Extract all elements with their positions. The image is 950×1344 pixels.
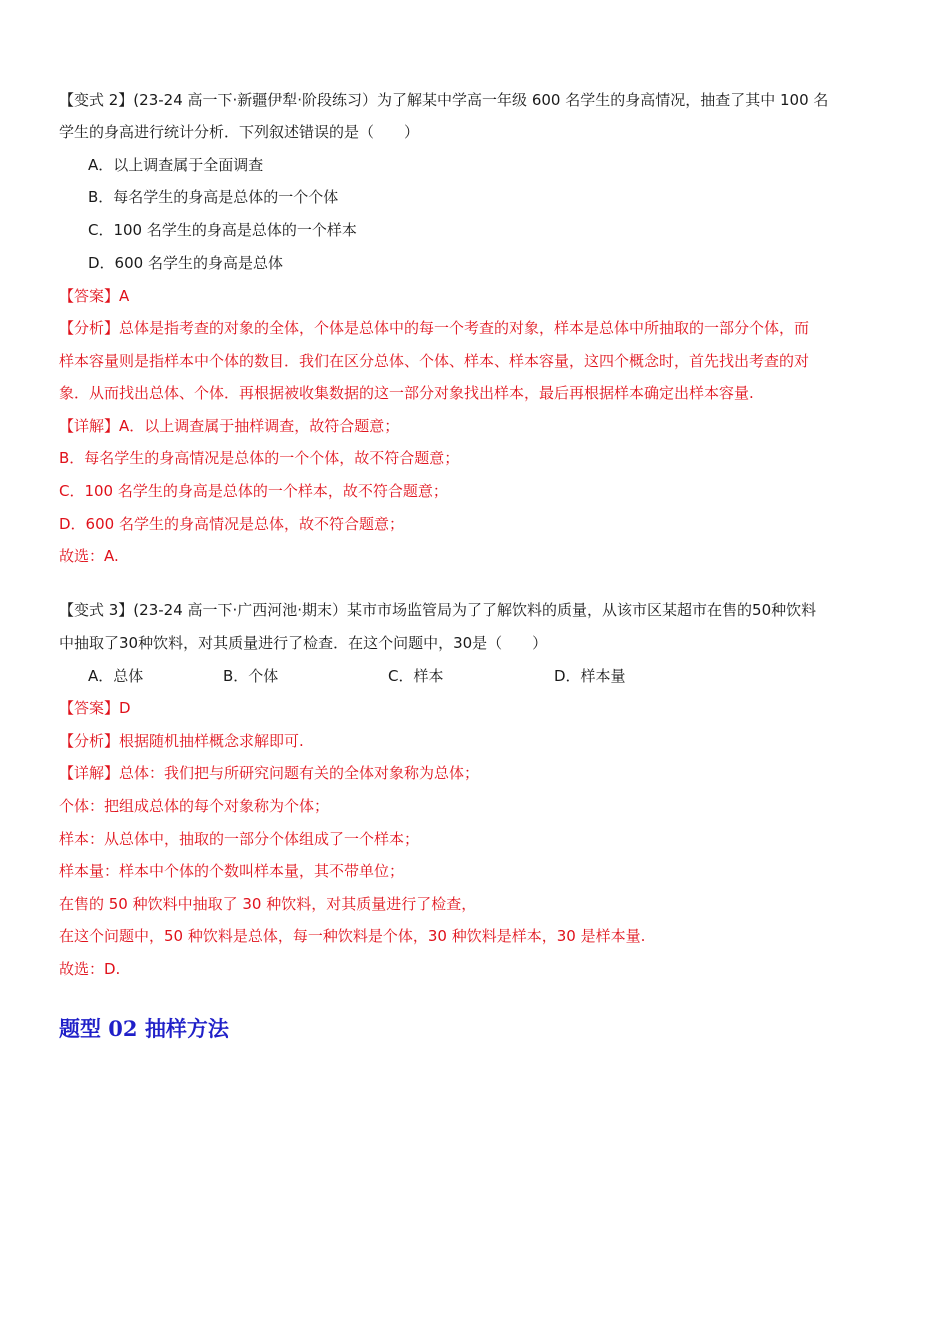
q3-detail-line-7: 故选：D. (59, 960, 121, 978)
q3-option-c: C．样本 (388, 667, 444, 685)
q2-option-a: A．以上调查属于全面调查 (88, 156, 264, 174)
q3-detail-line-6: 在这个问题中，50 种饮料是总体，每一种饮料是个体，30 种饮料是样本，30 是样本量. (59, 927, 646, 945)
q2-analysis-line-2: 样本容量则是指样本中个体的数目．我们在区分总体、个体、样本、样本容量，这四个概念时，首先找出考查的对 (59, 352, 810, 370)
q3-stem-line-1: 【变式 3】(23-24 高一下·广西河池·期末）某市市场监管局为了了解饮料的质量，从该市区某超市在售的50种饮料 (59, 601, 817, 619)
q3-option-d: D．样本量 (554, 667, 626, 685)
q2-option-c: C．100 名学生的身高是总体的一个样本 (88, 221, 357, 239)
q3-option-a: A．总体 (88, 667, 144, 685)
q2-detail-line-4: D．600 名学生的身高情况是总体，故不符合题意； (59, 515, 404, 533)
q2-analysis-line-3: 象．从而找出总体、个体．再根据被收集数据的这一部分对象找出样本，最后再根据样本确定出样本容量. (59, 384, 754, 402)
q2-option-d: D．600 名学生的身高是总体 (88, 254, 283, 272)
q3-detail-line-3: 样本：从总体中，抽取的一部分个体组成了一个样本； (59, 830, 420, 848)
q3-option-b: B．个体 (223, 667, 279, 685)
q2-stem-line-1: 【变式 2】(23-24 高一下·新疆伊犁·阶段练习）为了解某中学高一年级 600 名学生的身高情况，抽查了其中 100 名 (59, 91, 829, 109)
q2-option-b: B．每名学生的身高是总体的一个个体 (88, 188, 339, 206)
q3-answer: 【答案】D (59, 699, 131, 717)
q3-analysis: 【分析】根据随机抽样概念求解即可. (59, 732, 304, 750)
q2-detail-line-3: C．100 名学生的身高是总体的一个样本，故不符合题意； (59, 482, 448, 500)
q3-stem-line-2: 中抽取了30种饮料，对其质量进行了检查．在这个问题中，30是（ ） (59, 634, 548, 652)
q3-detail-line-5: 在售的 50 种饮料中抽取了 30 种饮料，对其质量进行了检查， (59, 895, 477, 913)
q3-detail-line-2: 个体：把组成总体的每个对象称为个体； (59, 797, 330, 815)
q2-detail-line-1: 【详解】A．以上调查属于抽样调查，故符合题意； (59, 417, 400, 435)
q2-answer: 【答案】A (59, 287, 130, 305)
q2-detail-line-5: 故选：A. (59, 547, 119, 565)
q2-stem-line-2: 学生的身高进行统计分析．下列叙述错误的是（ ） (59, 123, 420, 141)
q2-analysis-line-1: 【分析】总体是指考查的对象的全体，个体是总体中的每一个考查的对象，样本是总体中所抽取的一部分个体，而 (59, 319, 810, 337)
section-heading: 题型 02 抽样方法 (59, 1016, 229, 1041)
q3-detail-line-1: 【详解】总体：我们把与所研究问题有关的全体对象称为总体； (59, 764, 480, 782)
q3-detail-line-4: 样本量：样本中个体的个数叫样本量，其不带单位； (59, 862, 405, 880)
q2-detail-line-2: B．每名学生的身高情况是总体的一个个体，故不符合题意； (59, 449, 460, 467)
